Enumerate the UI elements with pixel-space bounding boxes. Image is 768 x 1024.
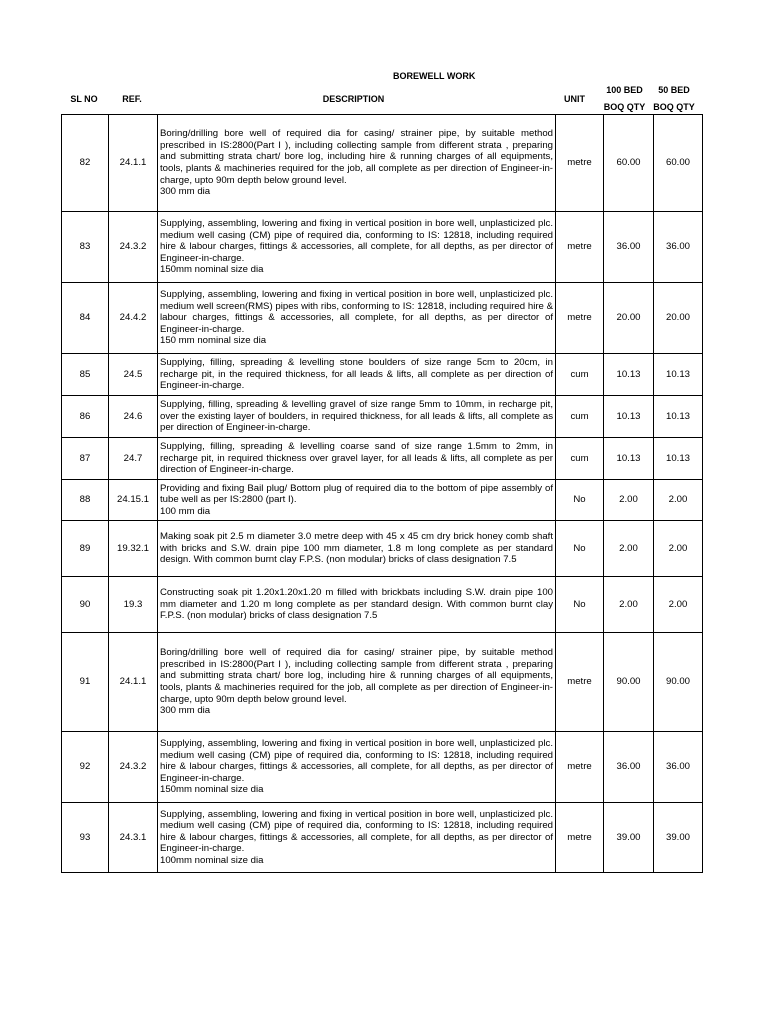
cell-ref: 24.5 — [109, 354, 158, 396]
description-size: 150 mm nominal size dia — [160, 335, 267, 347]
cell-unit: metre — [556, 212, 604, 283]
cell-sl-no: 85 — [62, 354, 109, 396]
cell-description — [158, 396, 556, 438]
cell-50-bed-qty: 2.00 — [654, 521, 703, 577]
cell-100-bed-qty: 36.00 — [604, 732, 654, 803]
cell-50-bed-qty: 10.13 — [654, 354, 703, 396]
cell-50-bed-qty: 10.13 — [654, 396, 703, 438]
cell-description — [158, 115, 556, 212]
cell-ref: 24.6 — [109, 396, 158, 438]
header-description: DESCRIPTION — [322, 94, 385, 104]
table-row — [62, 115, 703, 212]
table-row — [62, 521, 703, 577]
cell-ref: 24.7 — [109, 438, 158, 480]
cell-unit: cum — [556, 354, 604, 396]
table-row — [62, 803, 703, 873]
header-unit: UNIT — [564, 94, 585, 104]
page-title: BOREWELL WORK — [393, 71, 476, 81]
description-text: Making soak pit 2.5 m diameter 3.0 metre deep with 45 x 45 cm dry brick honey comb shaft with bricks and S.W. drain pipe 100 mm diameter, 1.8 m long complete as per standard design. With common burnt clay F.P.S. (non modular) bricks of class designation 7.5 — [160, 531, 553, 566]
cell-100-bed-qty: 10.13 — [604, 438, 654, 480]
header-ref: REF. — [122, 94, 142, 104]
cell-unit: metre — [556, 732, 604, 803]
cell-unit: No — [556, 521, 604, 577]
table-row — [62, 354, 703, 396]
description-text: Boring/drilling bore well of required dia for casing/ strainer pipe, by suitable method prescribed in IS:2800(Part I ), including collecting sample from different strata , preparing and submitting strata chart/ bore log, including hire & running charges of all equipments, tools, plants & machineries required for the job, all complete as per direction of Engineer-in-charge, upto 90m depth below ground level. — [160, 128, 553, 186]
cell-sl-no: 92 — [62, 732, 109, 803]
cell-sl-no: 87 — [62, 438, 109, 480]
cell-description — [158, 732, 556, 803]
cell-unit: cum — [556, 396, 604, 438]
cell-100-bed-qty: 36.00 — [604, 212, 654, 283]
cell-50-bed-qty: 10.13 — [654, 438, 703, 480]
cell-description — [158, 633, 556, 732]
cell-sl-no: 83 — [62, 212, 109, 283]
table-row — [62, 480, 703, 521]
cell-100-bed-qty: 90.00 — [604, 633, 654, 732]
cell-sl-no: 84 — [62, 283, 109, 354]
description-size: 100 mm dia — [160, 505, 211, 517]
cell-50-bed-qty: 60.00 — [654, 115, 703, 212]
cell-description — [158, 283, 556, 354]
cell-description — [158, 521, 556, 577]
cell-description — [158, 577, 556, 633]
cell-100-bed-qty: 60.00 — [604, 115, 654, 212]
cell-50-bed-qty: 36.00 — [654, 212, 703, 283]
cell-100-bed-qty: 2.00 — [604, 577, 654, 633]
cell-ref: 24.3.2 — [109, 212, 158, 283]
cell-ref: 24.3.2 — [109, 732, 158, 803]
cell-100-bed-qty: 10.13 — [604, 396, 654, 438]
boq-table — [61, 114, 703, 873]
header-50-bed-boq-qty: 50 BED BOQ QTY — [653, 85, 695, 112]
description-text: Supplying, filling, spreading & levelling stone boulders of size range 5cm to 20cm, in recharge pit, in the required thickness, for all leads & lifts, all complete as per direction of Engineer-in-charge. — [160, 357, 553, 392]
cell-unit: No — [556, 480, 604, 521]
table-row — [62, 212, 703, 283]
description-text: Constructing soak pit 1.20x1.20x1.20 m filled with brickbats including S.W. drain pipe 100 mm diameter and 1.20 m long complete as per standard design. With common burnt clay F.P.S. (non modular) bricks of class designation 7.5 — [160, 587, 553, 622]
cell-50-bed-qty: 90.00 — [654, 633, 703, 732]
cell-sl-no: 82 — [62, 115, 109, 212]
description-text: Supplying, filling, spreading & levelling gravel of size range 5mm to 10mm, in recharge pit, over the existing layer of boulders, in required thickness, for all leads & lifts, all complete as per direction of Engineer-in-charge. — [160, 399, 553, 434]
description-size: 300 mm dia — [160, 705, 211, 717]
description-size: 150mm nominal size dia — [160, 784, 264, 796]
cell-ref: 24.1.1 — [109, 115, 158, 212]
cell-ref: 24.1.1 — [109, 633, 158, 732]
table-row — [62, 633, 703, 732]
cell-ref: 24.3.1 — [109, 803, 158, 873]
description-size: 300 mm dia — [160, 186, 211, 198]
cell-sl-no: 90 — [62, 577, 109, 633]
cell-unit: metre — [556, 633, 604, 732]
cell-ref: 19.3 — [109, 577, 158, 633]
description-size: 150mm nominal size dia — [160, 264, 264, 276]
cell-description — [158, 212, 556, 283]
cell-unit: cum — [556, 438, 604, 480]
header-sl-no: SL NO — [70, 94, 98, 104]
table-row — [62, 283, 703, 354]
description-text: Boring/drilling bore well of required dia for casing/ strainer pipe, by suitable method prescribed in IS:2800(Part I ), including collecting sample from different strata , preparing and submitting strata chart/ bore log, including hire & running charges of all equipments, tools, plants & machineries required for the job, all complete as per direction of Engineer-in-charge, upto 90m depth below ground level. — [160, 647, 553, 705]
cell-100-bed-qty: 2.00 — [604, 521, 654, 577]
cell-100-bed-qty: 20.00 — [604, 283, 654, 354]
cell-sl-no: 89 — [62, 521, 109, 577]
cell-unit: No — [556, 577, 604, 633]
cell-ref: 24.15.1 — [109, 480, 158, 521]
description-text: Supplying, assembling, lowering and fixing in vertical position in bore well, unplasticized plc. medium well casing (CM) pipe of required dia, conforming to IS: 12818, including required hire & labour charges, fittings & accessories, all complete, for all depths, as per director of Engineer-in-charge. — [160, 738, 553, 784]
cell-description — [158, 480, 556, 521]
cell-ref: 24.4.2 — [109, 283, 158, 354]
description-text: Supplying, filling, spreading & levelling coarse sand of size range 1.5mm to 2mm, in recharge pit, in required thickness over gravel layer, for all leads & lifts, all complete as per direction of Engineer-in-charge. — [160, 441, 553, 476]
description-text: Providing and fixing Bail plug/ Bottom plug of required dia to the bottom of pipe assembly of tube well as per IS:2800 (part I). — [160, 482, 553, 506]
cell-50-bed-qty: 20.00 — [654, 283, 703, 354]
cell-unit: metre — [556, 115, 604, 212]
boq-table-body — [62, 115, 703, 873]
cell-ref: 19.32.1 — [109, 521, 158, 577]
header-100-bed-boq-qty: 100 BED BOQ QTY — [603, 85, 646, 112]
description-text: Supplying, assembling, lowering and fixing in vertical position in bore well, unplasticized plc. medium well screen(RMS) pipes with ribs, conforming to IS: 12818, including required hire & labour charges, fittings & accessories, all complete, for all depths, as per director of Engineer-in-charge. — [160, 289, 553, 335]
cell-unit: metre — [556, 283, 604, 354]
table-row — [62, 577, 703, 633]
cell-sl-no: 93 — [62, 803, 109, 873]
cell-50-bed-qty: 2.00 — [654, 480, 703, 521]
table-row — [62, 438, 703, 480]
cell-50-bed-qty: 39.00 — [654, 803, 703, 873]
description-size: 100mm nominal size dia — [160, 854, 264, 866]
cell-description — [158, 354, 556, 396]
cell-100-bed-qty: 39.00 — [604, 803, 654, 873]
cell-100-bed-qty: 10.13 — [604, 354, 654, 396]
cell-sl-no: 88 — [62, 480, 109, 521]
description-text: Supplying, assembling, lowering and fixing in vertical position in bore well, unplasticized plc. medium well casing (CM) pipe of required dia, conforming to IS: 12818, including required hire & labour charges, fittings & accessories, all complete, for all depths, as per director of Engineer-in-charge. — [160, 808, 553, 855]
cell-50-bed-qty: 36.00 — [654, 732, 703, 803]
cell-sl-no: 86 — [62, 396, 109, 438]
cell-sl-no: 91 — [62, 633, 109, 732]
cell-50-bed-qty: 2.00 — [654, 577, 703, 633]
cell-description — [158, 438, 556, 480]
cell-unit: metre — [556, 803, 604, 873]
table-row — [62, 396, 703, 438]
table-row — [62, 732, 703, 803]
description-text: Supplying, assembling, lowering and fixing in vertical position in bore well, unplasticized plc. medium well casing (CM) pipe of required dia, conforming to IS: 12818, including required hire & labour charges, fittings & accessories, all complete, for all depths, as per director of Engineer-in-charge. — [160, 218, 553, 264]
cell-description — [158, 803, 556, 873]
cell-100-bed-qty: 2.00 — [604, 480, 654, 521]
